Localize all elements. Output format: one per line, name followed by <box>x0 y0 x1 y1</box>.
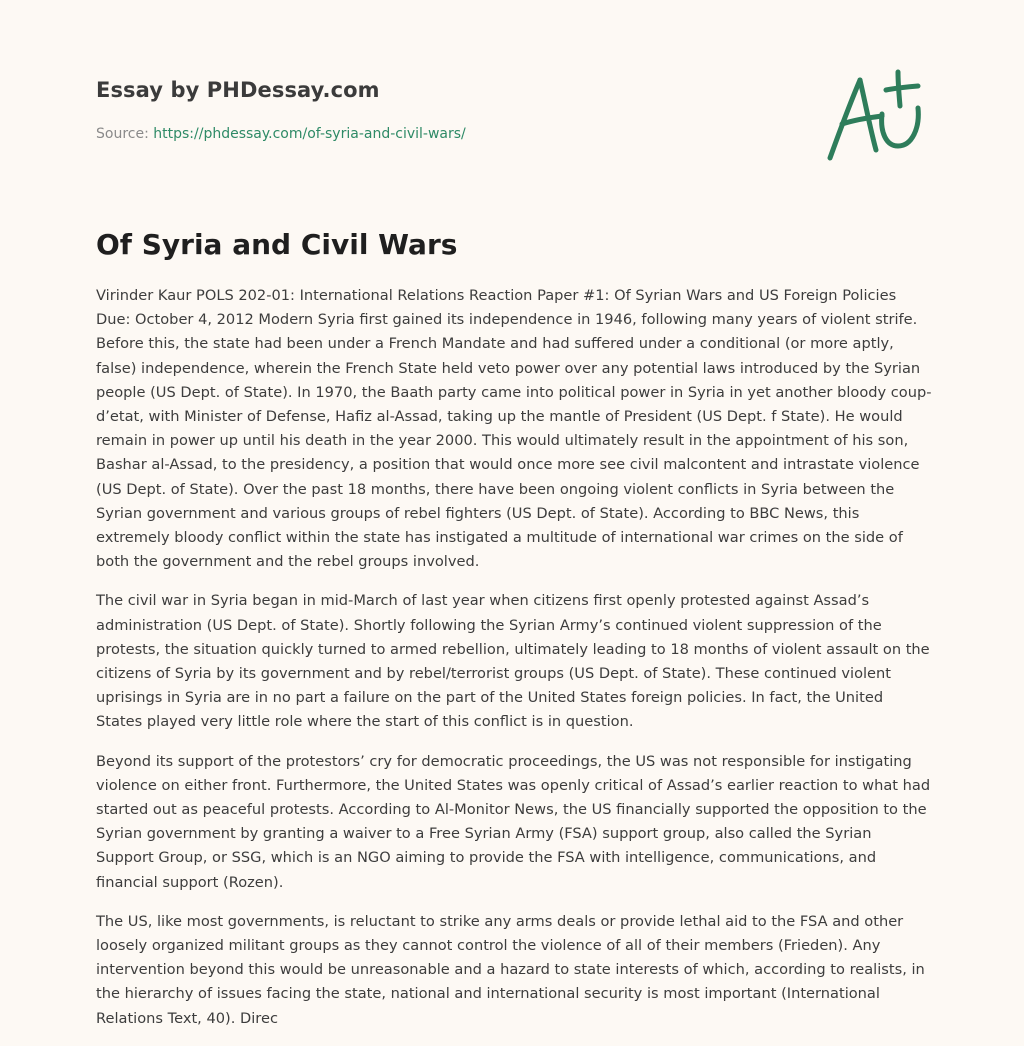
source-link[interactable]: https://phdessay.com/of-syria-and-civil-wars/ <box>153 126 466 142</box>
paragraph-2: The civil war in Syria began in mid-March of last year when citizens first openly protested against Assad’s administration (US Dept. of State). Shortly following the Syrian Army’s continued violent suppression of the protests, the situation quickly turned to armed rebellion, ultimately leading to 18 months of violent assault on the citizens of Syria by its government and by rebel/terrorist groups (US Dept. of State). These continued violent uprisings in Syria are in no part a failure on the part of the United States foreign policies. In fact, the United States played very little role where the start of this conflict is in question. <box>96 592 930 731</box>
essay-body <box>96 284 932 1046</box>
source-line <box>96 124 736 144</box>
document-title: Of Syria and Civil Wars <box>96 228 458 261</box>
paragraph-1: Virinder Kaur POLS 202-01: International Relations Reaction Paper #1: Of Syrian Wars and US Foreign Policies Due: October 4, 2012 Modern Syria first gained its independence in 1946, following many years of violent strife. Before this, the state had been under a French Mandate and had suffered under a conditional (or more aptly, false) independence, wherein the French State held veto power over any potential laws introduced by the Syrian people (US Dept. of State). In 1970, the Baath party came into political power in Syria in yet another bloody coup-d’etat, with Minister of Defense, Hafiz al-Assad, taking up the mantle of President (US Dept. f State). He would remain in power up until his death in the year 2000. This would ultimately result in the appointment of his son, Bashar al-Assad, to the presidency, a position that would once more see civil malcontent and intrastate violence (US Dept. of State). Over the past 18 months, there have been ongoing violent conflicts in Syria between the Syrian government and various groups of rebel fighters (US Dept. of State). According to BBC News, this extremely bloody conflict within the state has instigated a multitude of international war crimes on the side of both the government and the rebel groups involved. <box>96 287 932 571</box>
paragraph-3: Beyond its support of the protestors’ cry for democratic proceedings, the US was not responsible for instigating violence on either front. Furthermore, the United States was openly critical of Assad’s earlier reaction to what had started out as peaceful protests. According to Al-Monitor News, the US financially supported the opposition to the Syrian government by granting a waiver to a Free Syrian Army (FSA) support group, also called the Syrian Support Group, or SSG, which is an NGO aiming to provide the FSA with intelligence, communications, and financial support (Rozen). <box>96 752 931 891</box>
page-header <box>96 76 736 144</box>
a-plus-logo <box>820 66 930 166</box>
site-title: Essay by PHDessay.com <box>96 78 380 102</box>
paragraph-4: The US, like most governments, is reluctant to strike any arms deals or provide lethal aid to the FSA and other loosely organized militant groups as they cannot control the violence of all of their members (Frieden). Any intervention beyond this would be unreasonable and a hazard to state interests of which, according to realists, in the hierarchy of issues facing the state, national and international security is most important (International Relations Text, 40). Direc <box>96 912 925 1027</box>
a-plus-logo-icon <box>820 66 930 166</box>
source-label: Source: <box>96 126 149 142</box>
